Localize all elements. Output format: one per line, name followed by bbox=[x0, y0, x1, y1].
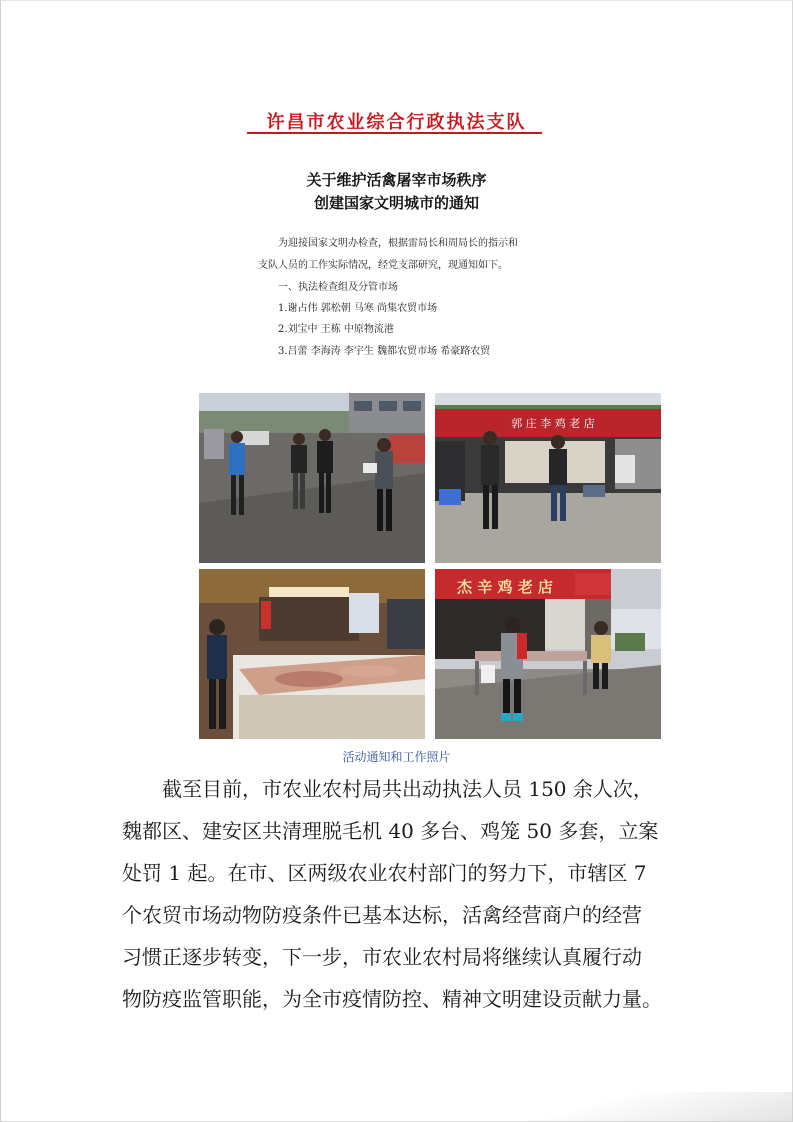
shop-sign-text-1: 郭 庄 李 鸡 老 店 bbox=[511, 417, 595, 430]
notice-body-line-1: 为迎接国家文明办检查，根据雷局长和周局长的指示和 bbox=[278, 238, 518, 249]
notice-title-line-1: 关于维护活禽屠宰市场秩序 bbox=[306, 171, 487, 189]
notice-title-line-2: 创建国家文明城市的通知 bbox=[313, 194, 479, 212]
paragraph-line-6: 物防疫监管职能，为全市疫情防控、精神文明建设贡献力量。 bbox=[122, 987, 662, 1011]
notice-body-line-6: 3.吕蕾 李海涛 李宇生 魏都农贸市场 希豪路农贸 bbox=[278, 346, 491, 357]
photo-icon bbox=[435, 393, 661, 563]
paragraph-line-2: 魏都区、建安区共清理脱毛机 40 多台、鸡笼 50 多套，立案 bbox=[122, 819, 659, 843]
letterhead-red-rule bbox=[247, 132, 542, 134]
notice-body-line-3: 一、执法检查组及分管市场 bbox=[278, 282, 398, 293]
paragraph-line-5: 习惯正逐步转变，下一步，市农业农村局将继续认真履行动 bbox=[122, 945, 642, 969]
paragraph-line-4: 个农贸市场动物防疫条件已基本达标，活禽经营商户的经营 bbox=[122, 903, 642, 927]
photo-icon bbox=[435, 569, 661, 739]
photo-street-poultry-stall bbox=[435, 569, 661, 739]
notice-body-line-5: 2.刘宝中 王栋 中原物流港 bbox=[278, 324, 394, 335]
paragraph-line-1: 截至目前，市农业农村局共出动执法人员 150 余人次， bbox=[162, 777, 653, 801]
page-corner-shadow bbox=[0, 1092, 793, 1122]
shop-sign-text-2: 杰 辛 鸡 老 店 bbox=[457, 578, 553, 596]
photo-poultry-shop-front bbox=[435, 393, 661, 563]
photo-indoor-meat-stalls bbox=[199, 569, 425, 739]
letterhead-org-name: 许昌市农业综合行政执法支队 bbox=[266, 112, 527, 133]
photo-outdoor-market-inspection bbox=[199, 393, 425, 563]
photo-caption: 活动通知和工作照片 bbox=[342, 750, 451, 764]
notice-body-line-2: 支队人员的工作实际情况，经党支部研究，现通知如下。 bbox=[258, 260, 508, 271]
notice-body-line-4: 1.谢占伟 郭松朝 马寒 尚集农贸市场 bbox=[278, 303, 438, 314]
photo-icon bbox=[199, 393, 425, 563]
photo-icon bbox=[199, 569, 425, 739]
photo-grid bbox=[199, 393, 661, 738]
paragraph-line-3: 处罚 1 起。在市、区两级农业农村部门的努力下，市辖区 7 bbox=[122, 861, 647, 885]
